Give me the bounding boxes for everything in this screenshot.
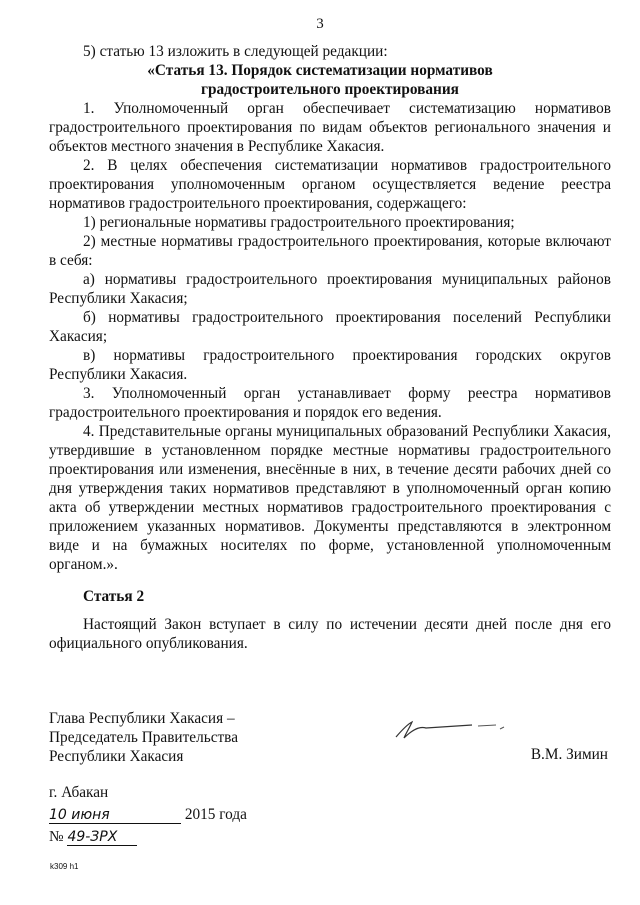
date-blank xyxy=(49,807,181,824)
number-blank xyxy=(67,829,137,846)
paragraph-1: 1. Уполномоченный орган обеспечивает систематизацию нормативов градостроительного проектирования по видам объектов регионального значения и объектов местного значения в Республике Хакасия. xyxy=(49,100,611,155)
article-2-text: Настоящий Закон вступает в силу по истечении десяти дней после дня его официального опубликования. xyxy=(49,616,611,652)
signatory-line2: Председатель Правительства xyxy=(49,729,238,746)
intro-paragraph: 5) статью 13 изложить в следующей редакции: xyxy=(83,43,388,60)
date-line xyxy=(49,804,247,826)
date-handwritten: 10 июня xyxy=(49,807,110,823)
paragraph-2-item-1: 1) региональные нормативы градостроительного проектирования; xyxy=(83,214,515,231)
number-line xyxy=(49,826,247,848)
number-prefix: № xyxy=(49,828,64,845)
paragraph-2: 2. В целях обеспечения систематизации нормативов градостроительного проектирования уполномоченным органом осуществляется ведение реестра нормативов градостроительного проектирования, содержащего: xyxy=(49,157,611,212)
signatory-name: В.М. Зимин xyxy=(530,746,608,763)
paragraph-2-item-2c: в) нормативы градостроительного проектирования городских округов Республики Хакасия. xyxy=(49,347,611,383)
signatory-line1: Глава Республики Хакасия – xyxy=(49,710,235,727)
document-body xyxy=(49,42,611,653)
document-code: k309 h1 xyxy=(50,862,79,871)
article-13-heading xyxy=(49,61,611,99)
page-number: 3 xyxy=(316,16,324,32)
signatory-block xyxy=(49,709,238,766)
number-handwritten: 49-ЗРХ xyxy=(67,829,118,845)
place-date-block xyxy=(49,782,247,848)
city: г. Абакан xyxy=(49,784,109,801)
paragraph-4: 4. Представительные органы муниципальных образований Республики Хакасия, утвердившие в установленном порядке местные нормативы градостроительного проектирования или изменения, внесённые в них, в течение десяти рабочих дней со дня утверждения таких нормативов представляют в уполномоченный орган копию акта об утверждении местных нормативов градостроительного проектирования с приложением указанных нормативов. Документы представляются в электронном виде и на бумажных носителях по форме, установленной уполномоченным органом.». xyxy=(49,423,611,573)
paragraph-3: 3. Уполномоченный орган устанавливает форму реестра нормативов градостроительного проектирования и порядок его ведения. xyxy=(49,385,611,421)
paragraph-2-item-2a: а) нормативы градостроительного проектирования муниципальных районов Республики Хакасия; xyxy=(49,271,611,307)
paragraph-2-item-2b: б) нормативы градостроительного проектирования поселений Республики Хакасия; xyxy=(49,309,611,345)
article-2-title: Статья 2 xyxy=(83,588,145,605)
signatory-line3: Республики Хакасия xyxy=(49,748,184,765)
date-year: 2015 года xyxy=(184,806,247,823)
signature-image xyxy=(392,716,512,742)
paragraph-2-item-2: 2) местные нормативы градостроительного проектирования, которые включают в себя: xyxy=(49,233,611,269)
article-13-heading-line1: «Статья 13. Порядок систематизации нормативов xyxy=(147,62,493,79)
article-13-heading-line2: градостроительного проектирования xyxy=(201,81,459,98)
